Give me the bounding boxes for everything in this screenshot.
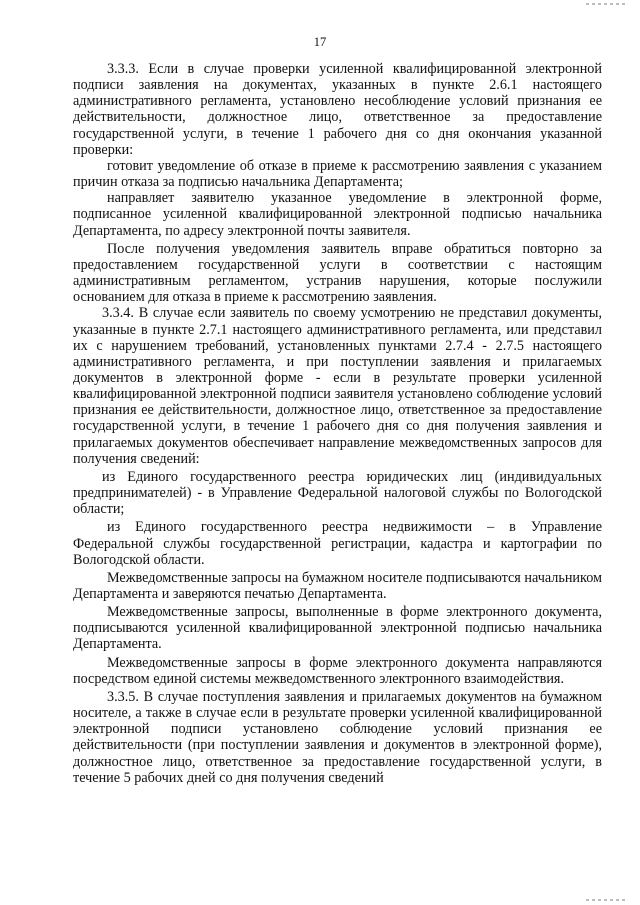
page-body — [73, 61, 602, 786]
page-number: 17 — [313, 35, 327, 49]
paragraph-reapply: После получения уведомления заявитель вправе обратиться повторно за предоставлением государственной услуги в соответствии с настоящим административным регламентом, устранив нарушения, которые послужили основанием для отказа в приеме к рассмотрению заявления. — [73, 240, 602, 306]
scan-artifact-top — [586, 3, 626, 5]
paragraph-egrn-request: из Единого государственного реестра недвижимости – в Управление Федеральной службы государственной регистрации, кадастра и картографии по Вологодской области. — [73, 519, 602, 568]
paragraph-egrul-request: из Единого государственного реестра юридических лиц (индивидуальных предпринимателей) - в Управление Федеральной налоговой службы по Вологодской области; — [73, 468, 602, 518]
paragraph-electronic-requests: Межведомственные запросы, выполненные в форме электронного документа, подписываются усиленной квалифицированной электронной подписью начальника Департамента. — [73, 604, 602, 653]
paragraph-paper-requests: Межведомственные запросы на бумажном носителе подписываются начальником Департамента и заверяются печатью Департамента. — [73, 569, 602, 602]
paragraph-3-3-4: 3.3.4. В случае если заявитель по своему усмотрению не представил документы, указанные в пункте 2.7.1 настоящего административного регламента, или представил их с нарушением требований, установленных пунктами 2.7.4 - 2.7.5 настоящего административного регламента, и при поступлении заявления и прилагаемых документов в электронной форме - если в результате проверки усиленной квалифицированной электронной подписи заявителя установлено соблюдение условий признания ее действительности, должностное лицо, ответственное за предоставление государственной услуги, в течение 1 рабочего дня со дня получения заявления и прилагаемых документов обеспечивает направление межведомственных запросов для получения сведений: — [73, 305, 602, 467]
scan-artifact-bottom — [586, 899, 626, 901]
paragraph-notice-prepare: готовит уведомление об отказе в приеме к рассмотрению заявления с указанием причин отказа за подписью начальника Департамента; — [73, 157, 602, 191]
paragraph-notice-send: направляет заявителю указанное уведомление в электронной форме, подписанное усиленной квалифицированной электронной подписью начальника Департамента, по адресу электронной почты заявителя. — [73, 190, 602, 239]
paragraph-3-3-3: 3.3.3. Если в случае проверки усиленной квалифицированной электронной подписи заявления на документах, указанных в пункте 2.6.1 настоящего административного регламента, установлено несоблюдение условий признания ее действительности, должностное лицо, ответственное за предоставление государственной услуги, в течение 1 рабочего дня со дня окончания указанной проверки: — [73, 61, 602, 158]
paragraph-3-3-5: 3.3.5. В случае поступления заявления и прилагаемых документов на бумажном носителе, а также в случае если в результате проверки усиленной квалифицированной электронной подписи установлено соблюдение условий признания ее действительности (при поступлении заявления и документов в электронной форме), должностное лицо, ответственное за предоставление государственной услуги, в течение 5 рабочих дней со дня получения сведений — [73, 688, 602, 786]
paragraph-interagency-system: Межведомственные запросы в форме электронного документа направляются посредством единой системы межведомственного электронного взаимодействия. — [73, 654, 602, 687]
